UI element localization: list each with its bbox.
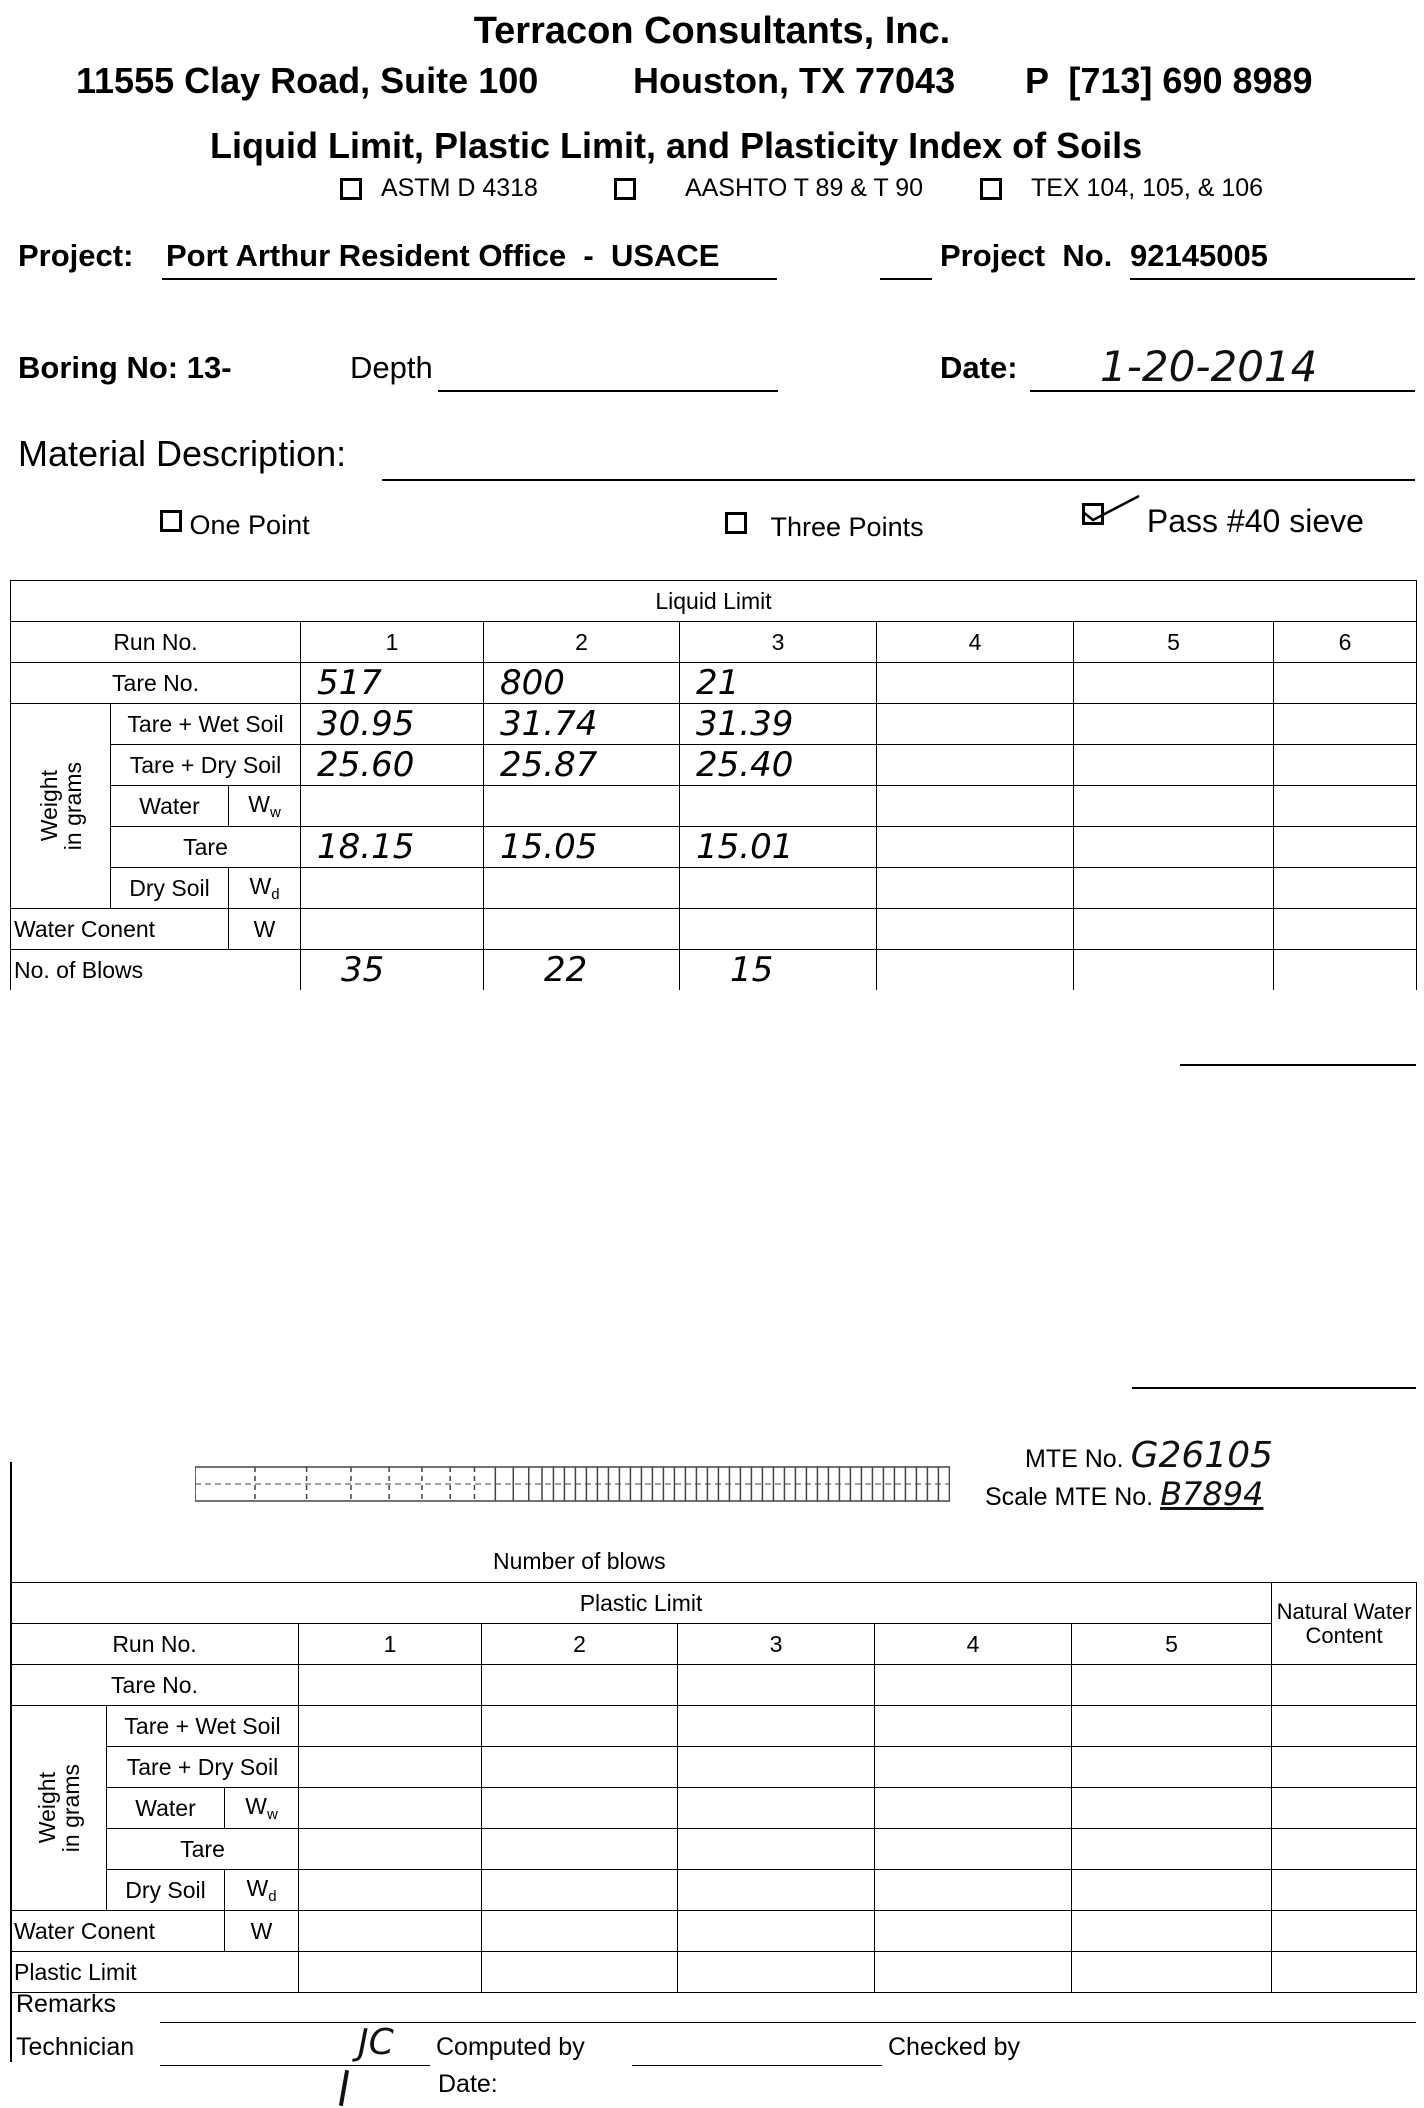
table-row: [11, 1747, 1417, 1788]
pl-run-no-5: 5: [1072, 1624, 1272, 1665]
water-content-cell[interactable]: [877, 909, 1074, 950]
table-row: [11, 909, 1417, 950]
pl-tare-label: Tare: [107, 1829, 299, 1870]
liquid-limit-table: [10, 580, 1417, 990]
pl-cell[interactable]: [299, 1788, 482, 1829]
option-pass-40[interactable]: [1082, 503, 1364, 540]
table-row: [11, 1624, 1417, 1665]
computed-label: Computed by: [436, 2033, 585, 2061]
pl-cell[interactable]: [299, 1747, 482, 1788]
plastic-limit-title: Plastic Limit: [11, 1583, 1272, 1624]
tare-dry-cell[interactable]: 25.87: [484, 745, 680, 786]
blows-cell[interactable]: [877, 950, 1074, 991]
weight-label-line2: in grams: [59, 761, 86, 851]
divider-line: [1180, 1064, 1416, 1066]
pl-wd-label: [225, 1870, 299, 1911]
pl-cell[interactable]: [875, 1870, 1072, 1911]
pl-tare-no-label: Tare No.: [11, 1665, 299, 1706]
option-pass-40-label: Pass #40 sieve: [1146, 503, 1364, 539]
pl-cell[interactable]: [875, 1829, 1072, 1870]
run-no-4: 4: [877, 622, 1074, 663]
pl-cell[interactable]: [299, 1870, 482, 1911]
tare-no-cell[interactable]: 21: [680, 663, 877, 704]
pl-cell[interactable]: [299, 1952, 482, 1993]
standard-tex[interactable]: [980, 174, 1263, 203]
weight-label-line1: Weight: [35, 770, 62, 842]
company-name: Terracon Consultants, Inc.: [473, 10, 951, 52]
run-no-3: 3: [680, 622, 877, 663]
run-no-6: 6: [1274, 622, 1417, 663]
project-no-value: 92145005: [1130, 238, 1268, 273]
table-row: [11, 950, 1417, 991]
tare-no-cell[interactable]: 800: [484, 663, 680, 704]
pl-cell[interactable]: [678, 1747, 875, 1788]
table-row: [11, 1911, 1417, 1952]
pl-cell[interactable]: [1272, 1911, 1417, 1952]
pl-cell[interactable]: [875, 1747, 1072, 1788]
water-content-cell[interactable]: [680, 909, 877, 950]
pl-cell[interactable]: [482, 1952, 678, 1993]
tare-no-cell[interactable]: [1274, 663, 1417, 704]
standard-astm[interactable]: [340, 174, 538, 203]
pl-dry-soil-label: Dry Soil: [107, 1870, 225, 1911]
blows-cell[interactable]: [1274, 950, 1417, 991]
checkbox-astm[interactable]: [340, 178, 362, 200]
pl-cell[interactable]: [299, 1706, 482, 1747]
check-mark-icon: [1081, 494, 1141, 524]
tare-cell[interactable]: 15.05: [484, 827, 680, 868]
pl-cell[interactable]: [1072, 1870, 1272, 1911]
pl-cell[interactable]: [678, 1706, 875, 1747]
pl-cell[interactable]: [482, 1665, 678, 1706]
dry-soil-label: Dry Soil: [111, 868, 229, 909]
scale-mte-value: B7894: [1160, 1475, 1264, 1513]
pl-weight-label-line1: Weight: [33, 1772, 60, 1844]
ww-label: [229, 786, 301, 827]
pl-cell[interactable]: [1272, 1706, 1417, 1747]
project-label: Project:: [18, 238, 134, 273]
pl-run-no-4: 4: [875, 1624, 1072, 1665]
blows-axis-label: Number of blows: [493, 1548, 666, 1574]
pl-cell[interactable]: [482, 1788, 678, 1829]
tare-wet-cell[interactable]: 30.95: [301, 704, 484, 745]
pl-cell[interactable]: [1072, 1706, 1272, 1747]
pl-cell[interactable]: [299, 1829, 482, 1870]
table-row: [11, 1870, 1417, 1911]
pl-cell[interactable]: [299, 1911, 482, 1952]
footer-date-label: Date:: [438, 2070, 498, 2098]
water-content-cell[interactable]: [484, 909, 680, 950]
divider-line: [1132, 1387, 1416, 1389]
water-label: Water: [111, 786, 229, 827]
pl-weight-label: [11, 1706, 107, 1911]
tare-cell[interactable]: 15.01: [680, 827, 877, 868]
pl-ww-subscript: w: [266, 1806, 278, 1823]
option-three-points[interactable]: [725, 512, 924, 543]
blows-cell[interactable]: 22: [484, 950, 680, 991]
checkbox-pass-40[interactable]: [1082, 503, 1104, 525]
pl-cell[interactable]: [482, 1911, 678, 1952]
tare-cell[interactable]: [877, 827, 1074, 868]
pl-cell[interactable]: [678, 1952, 875, 1993]
depth-label: Depth: [350, 350, 433, 385]
material-label: Material Description:: [18, 433, 347, 474]
project-spacer-line: [880, 238, 932, 280]
technician-initials: JC: [358, 2022, 394, 2063]
blows-label: No. of Blows: [11, 950, 301, 991]
pl-run-no-1: 1: [299, 1624, 482, 1665]
water-cell[interactable]: [1074, 786, 1274, 827]
table-row: [11, 745, 1417, 786]
w-label: W: [229, 909, 301, 950]
pl-cell[interactable]: [299, 1665, 482, 1706]
weight-label: [11, 704, 111, 909]
table-row: [11, 704, 1417, 745]
water-cell[interactable]: [877, 786, 1074, 827]
tare-no-cell[interactable]: [877, 663, 1074, 704]
standard-tex-label: TEX 104, 105, & 106: [1030, 174, 1264, 202]
technician-label: Technician: [16, 2033, 135, 2061]
pl-w-label: W: [225, 1911, 299, 1952]
scale-mte-row: [985, 1475, 1263, 1513]
blows-cell[interactable]: [1074, 950, 1274, 991]
pl-water-label: Water: [107, 1788, 225, 1829]
pl-ww-label: [225, 1788, 299, 1829]
pl-cell[interactable]: [1072, 1788, 1272, 1829]
pl-cell[interactable]: [1272, 1747, 1417, 1788]
pl-weight-label-line2: in grams: [57, 1763, 84, 1853]
wd-symbol: W: [249, 873, 272, 899]
pl-cell[interactable]: [1072, 1665, 1272, 1706]
run-no-5: 5: [1074, 622, 1274, 663]
project-no-label: Project No.: [940, 238, 1113, 273]
table-row: [11, 1665, 1417, 1706]
tare-cell[interactable]: 18.15: [301, 827, 484, 868]
boring-label: Boring No: 13-: [18, 350, 232, 385]
ww-symbol: W: [248, 791, 270, 817]
pl-cell[interactable]: [1272, 1870, 1417, 1911]
run-no-2: 2: [484, 622, 680, 663]
mte-label: MTE No.: [1025, 1445, 1124, 1473]
dry-soil-cell[interactable]: [877, 868, 1074, 909]
table-row: [11, 1829, 1417, 1870]
dry-soil-cell[interactable]: [1074, 868, 1274, 909]
tare-dry-cell[interactable]: [1274, 745, 1417, 786]
table-row: [11, 868, 1417, 909]
tare-label: Tare: [111, 827, 301, 868]
pl-cell[interactable]: [875, 1952, 1072, 1993]
pl-cell[interactable]: [678, 1665, 875, 1706]
table-row: [11, 786, 1417, 827]
water-cell[interactable]: [484, 786, 680, 827]
company-address-city: Houston, TX 77043: [633, 60, 956, 101]
scale-mte-label: Scale MTE No.: [985, 1483, 1154, 1511]
pl-cell[interactable]: [678, 1788, 875, 1829]
pl-cell[interactable]: [1272, 1665, 1417, 1706]
pl-cell[interactable]: [1072, 1911, 1272, 1952]
tare-cell[interactable]: [1274, 827, 1417, 868]
table-row: [11, 1952, 1417, 1993]
tare-dry-cell[interactable]: [1074, 745, 1274, 786]
pl-tare-dry-label: Tare + Dry Soil: [107, 1747, 299, 1788]
pl-cell[interactable]: [1072, 1952, 1272, 1993]
wd-label: [229, 868, 301, 909]
mte-value: G26105: [1130, 1435, 1273, 1476]
pl-ww-symbol: W: [245, 1793, 267, 1819]
remarks-field[interactable]: [160, 1990, 1416, 2023]
table-row: [11, 663, 1417, 704]
pl-cell[interactable]: [482, 1706, 678, 1747]
dry-soil-cell[interactable]: [680, 868, 877, 909]
technician-mark: [339, 2070, 349, 2106]
material-field[interactable]: [382, 435, 1415, 481]
tare-dry-cell[interactable]: 25.60: [301, 745, 484, 786]
checkbox-three-points[interactable]: [725, 512, 747, 534]
tare-wet-label: Tare + Wet Soil: [111, 704, 301, 745]
depth-field[interactable]: [438, 350, 778, 392]
pl-cell[interactable]: [875, 1665, 1072, 1706]
pl-cell[interactable]: [1272, 1829, 1417, 1870]
option-one-point-label: One Point: [189, 510, 310, 540]
dry-soil-cell[interactable]: [1274, 868, 1417, 909]
table-row: [11, 622, 1417, 663]
pl-water-content-label: Water Conent: [11, 1911, 225, 1952]
table-row: [11, 1788, 1417, 1829]
ww-subscript: w: [269, 804, 281, 821]
pl-plastic-limit-label: Plastic Limit: [11, 1952, 299, 1993]
checkbox-tex[interactable]: [980, 178, 1002, 200]
blows-cell[interactable]: 35: [301, 950, 484, 991]
pl-cell[interactable]: [482, 1747, 678, 1788]
pl-cell[interactable]: [875, 1706, 1072, 1747]
pl-run-no-3: 3: [678, 1624, 875, 1665]
pl-cell[interactable]: [482, 1870, 678, 1911]
pl-cell[interactable]: [1072, 1747, 1272, 1788]
form-title: Liquid Limit, Plastic Limit, and Plasticity Index of Soils: [210, 125, 1143, 166]
tare-dry-label: Tare + Dry Soil: [111, 745, 301, 786]
water-content-label: Water Conent: [11, 909, 229, 950]
standard-aashto-label: AASHTO T 89 & T 90: [684, 174, 924, 202]
blows-log-scale: [195, 1465, 950, 1503]
date-field[interactable]: [1030, 342, 1415, 392]
table-row: [11, 827, 1417, 868]
mte-row: [1025, 1435, 1273, 1476]
tare-wet-cell[interactable]: [1274, 704, 1417, 745]
pl-cell[interactable]: [1072, 1829, 1272, 1870]
checkbox-aashto[interactable]: [614, 178, 636, 200]
water-cell[interactable]: [301, 786, 484, 827]
tare-dry-cell[interactable]: 25.40: [680, 745, 877, 786]
tare-wet-cell[interactable]: 31.74: [484, 704, 680, 745]
option-one-point[interactable]: [160, 510, 310, 541]
project-value: Port Arthur Resident Office - USACE: [166, 238, 720, 273]
pl-tare-wet-label: Tare + Wet Soil: [107, 1706, 299, 1747]
wd-subscript: d: [271, 886, 280, 903]
remarks-label: Remarks: [16, 1990, 117, 2018]
water-content-cell[interactable]: [1274, 909, 1417, 950]
checked-label: Checked by: [888, 2033, 1021, 2061]
pl-cell[interactable]: [875, 1788, 1072, 1829]
date-value: 1-20-2014: [1100, 342, 1318, 391]
water-cell[interactable]: [1274, 786, 1417, 827]
pl-run-no-label: Run No.: [11, 1624, 299, 1665]
pl-cell[interactable]: [1272, 1952, 1417, 1993]
tare-no-label: Tare No.: [11, 663, 301, 704]
tare-wet-cell[interactable]: 31.39: [680, 704, 877, 745]
date-label: Date:: [940, 350, 1018, 385]
water-content-cell[interactable]: [301, 909, 484, 950]
pl-cell[interactable]: [678, 1870, 875, 1911]
computed-field[interactable]: [632, 2035, 882, 2066]
pl-cell[interactable]: [678, 1829, 875, 1870]
dry-soil-cell[interactable]: [484, 868, 680, 909]
water-content-cell[interactable]: [1074, 909, 1274, 950]
run-no-label: Run No.: [11, 622, 301, 663]
tare-cell[interactable]: [1074, 827, 1274, 868]
table-row: [11, 1706, 1417, 1747]
project-no-field[interactable]: [1130, 238, 1415, 280]
standard-aashto[interactable]: [614, 174, 923, 203]
pl-cell[interactable]: [1272, 1788, 1417, 1829]
pl-cell[interactable]: [875, 1911, 1072, 1952]
blows-cell[interactable]: 15: [680, 950, 877, 991]
tare-dry-cell[interactable]: [877, 745, 1074, 786]
tare-wet-cell[interactable]: [1074, 704, 1274, 745]
pl-run-no-2: 2: [482, 1624, 678, 1665]
company-address-street: 11555 Clay Road, Suite 100: [76, 60, 539, 101]
dry-soil-cell[interactable]: [301, 868, 484, 909]
tare-wet-cell[interactable]: [877, 704, 1074, 745]
company-phone: P [713] 690 8989: [1025, 60, 1313, 101]
checkbox-one-point[interactable]: [160, 510, 182, 532]
run-no-1: 1: [301, 622, 484, 663]
plastic-limit-table: [10, 1582, 1417, 1993]
project-field[interactable]: [162, 238, 777, 280]
tare-no-cell[interactable]: [1074, 663, 1274, 704]
liquid-limit-title: Liquid Limit: [11, 581, 1417, 622]
pl-wd-subscript: d: [268, 1888, 277, 1905]
pl-wd-symbol: W: [246, 1875, 269, 1901]
tare-no-cell[interactable]: 517: [301, 663, 484, 704]
option-three-points-label: Three Points: [770, 512, 924, 542]
standard-astm-label: ASTM D 4318: [380, 174, 538, 202]
natural-water-header: Natural Water Content: [1272, 1583, 1417, 1665]
pl-cell[interactable]: [482, 1829, 678, 1870]
pl-cell[interactable]: [678, 1911, 875, 1952]
water-cell[interactable]: [680, 786, 877, 827]
